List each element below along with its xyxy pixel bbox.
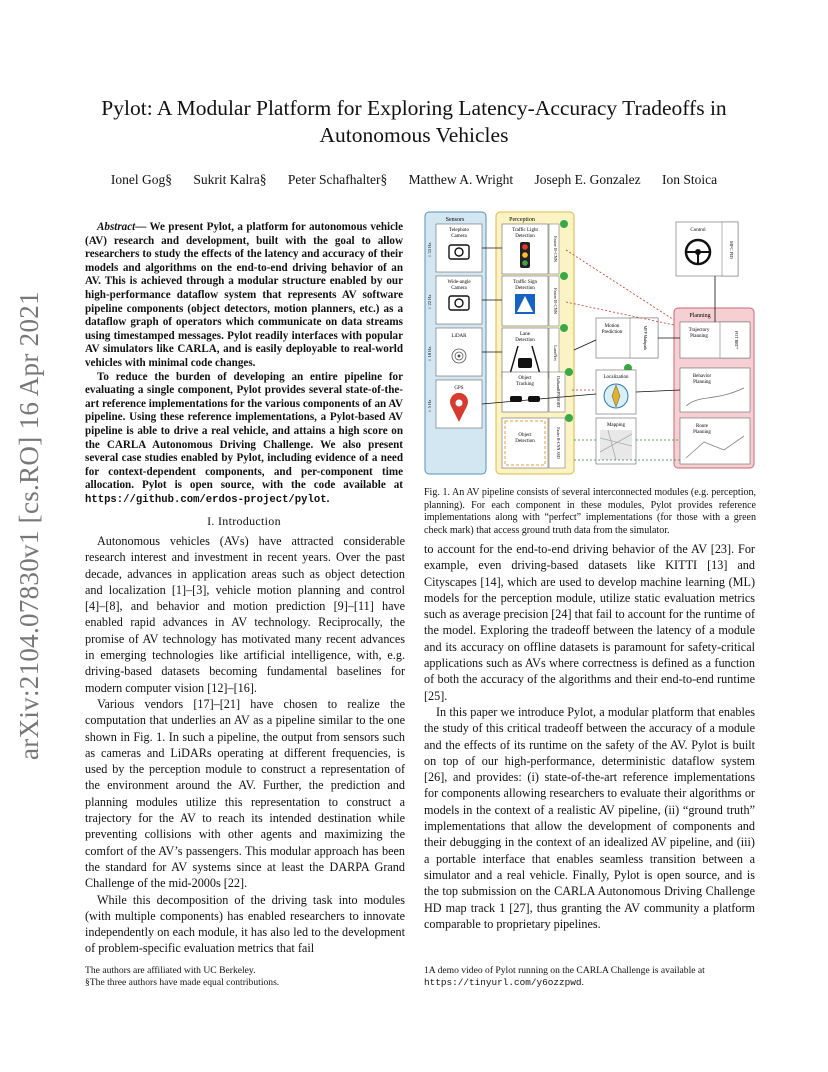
svg-text:Traffic Sign: Traffic Sign bbox=[512, 280, 538, 285]
figure-pipeline-diagram bbox=[424, 210, 756, 478]
svg-text:Route: Route bbox=[696, 424, 708, 429]
footnote-equal-contribution: §The three authors have made equal contributions. bbox=[85, 977, 280, 988]
svg-text:MFP Multipath: MFP Multipath bbox=[643, 325, 648, 351]
svg-text:Behavior: Behavior bbox=[692, 374, 712, 379]
svg-text:○ 5 Hz: ○ 5 Hz bbox=[427, 399, 432, 413]
svg-text:Faster R-CNN: Faster R-CNN bbox=[553, 235, 558, 263]
perception-tracking bbox=[502, 372, 565, 412]
svg-text:Detection: Detection bbox=[515, 338, 535, 343]
svg-text:Planning: Planning bbox=[693, 430, 711, 435]
author: Joseph E. Gonzalez bbox=[534, 172, 641, 187]
code-link[interactable]: https://github.com/erdos-project/pylot bbox=[85, 493, 327, 506]
svg-text:○ 33 Hz: ○ 33 Hz bbox=[427, 242, 432, 258]
footnote-affiliation: The authors are affiliated with UC Berkeley. bbox=[85, 965, 256, 976]
abstract bbox=[85, 221, 403, 507]
svg-text:MPC PID: MPC PID bbox=[729, 241, 734, 259]
svg-text:Detection: Detection bbox=[515, 286, 535, 291]
svg-text:Tracking: Tracking bbox=[516, 382, 534, 387]
paragraph: to account for the end-to-end driving behavior of the AV [23]. For example, even driving-based datasets like KITTI [13] and Cityscapes [14], which are used to develop machine learning (ML) models for the perception module, utilize static evaluation metrics such as average precision [24] that fail to account for the runtime of the model. Exploring the tradeoff between the latency of a module and its accuracy on offline datasets is paramount for safety-critical applications such as AVs where correctness is defined as a function of both the accuracy of the algorithms and their end-to-end runtime [25]. bbox=[424, 542, 755, 703]
figure-caption: Fig. 1. An AV pipeline consists of several interconnected modules (e.g. perception, planning). For each component in these modules, Pylot provides reference implementations along with “perfect” implementations (for those with a green check mark) that access ground truth data from the simulator. bbox=[424, 487, 756, 536]
svg-text:LaneNet: LaneNet bbox=[553, 345, 558, 361]
perception-traffic-light bbox=[502, 224, 559, 274]
localization-box bbox=[596, 370, 636, 414]
paragraph: Various vendors [17]–[21] have chosen to realize the computation that underlies an AV as a pipeline similar to the one shown in Fig. 1. In such a pipeline, the output from sensors such as cameras and LiDARs operating at different frequencies, is used by the perception module to construct a representation of the environment around the AV. Further, the prediction and planning modules utilize this representation to construct a trajectory for the AV to reach its intended destination while preventing collisions with other agents and maximizing the comfort of the AV’s passengers. This modular approach has been the standard for AV systems since at least the DARPA Grand Challenge of the mid-2000s [22]. bbox=[85, 696, 405, 891]
svg-text:Lane: Lane bbox=[520, 332, 530, 337]
svg-text:LiDAR: LiDAR bbox=[451, 334, 467, 339]
svg-text:○ 22 Hz: ○ 22 Hz bbox=[427, 294, 432, 310]
paragraph: While this decomposition of the driving task into modules (with multiple components) has enabled researchers to innovate independently on each module, it has also led to the development of problem-specific evaluation metrics that fail bbox=[85, 892, 405, 956]
svg-text:GPS: GPS bbox=[454, 386, 464, 391]
svg-text:Faster R-CNN: Faster R-CNN bbox=[553, 287, 558, 315]
svg-text:Detection: Detection bbox=[515, 439, 535, 444]
control-box bbox=[676, 222, 738, 276]
left-column-body bbox=[85, 533, 405, 957]
motion-prediction-box bbox=[596, 318, 658, 358]
svg-text:Localization: Localization bbox=[603, 375, 629, 380]
svg-text:Object: Object bbox=[518, 376, 532, 381]
svg-text:Traffic Light: Traffic Light bbox=[512, 228, 538, 233]
perception-lane bbox=[502, 328, 559, 378]
perception-traffic-sign bbox=[502, 276, 559, 326]
author: Ionel Gog§ bbox=[110, 172, 172, 187]
sensors-title: Sensors bbox=[445, 217, 465, 223]
title-line-1: Pylot: A Modular Platform for Exploring Latency-Accuracy Tradeoffs in bbox=[101, 96, 727, 120]
abstract-p2: To reduce the burden of developing an entire pipeline for evaluating a single component, Pylot provides several state-of-the-art reference implementations for the various components of an AV pipeline. Using these reference implementations, a Pylot-based AV pipeline is able to drive a real vehicle, and attains a high score on the CARLA Autonomous Driving Challenge. We also present several case studies enabled by Pylot, including evidence of a need for context-dependent components, and per-component time allocation. Pylot is open source, with the code available at bbox=[85, 370, 403, 492]
svg-text:Camera: Camera bbox=[451, 286, 467, 291]
svg-text:Planning: Planning bbox=[693, 380, 711, 385]
author: Ion Stoica bbox=[662, 172, 718, 187]
trajectory-planning-box bbox=[680, 322, 750, 358]
abstract-p1: — We present Pylot, a platform for autonomous vehicle (AV) research and development, built with the goal to allow researchers to study the effects of the latency and accuracy of their models and algorithms on the end-to-end driving behavior of an AV. This is achieved through a modular structure enabled by our high-performance dataflow system that represents AV software pipeline components (object detectors, motion planners, etc.) as a dataflow graph of operators which communicate on data streams using timestamped messages. Pylot readily interfaces with popular AV simulators like CARLA, and is easily deployable to real-world vehicles with minimal code changes. bbox=[85, 221, 403, 369]
svg-text:○ 10 Hz: ○ 10 Hz bbox=[427, 346, 432, 362]
footnote-demo-text: 1A demo video of Pylot running on the CARLA Challenge is available at bbox=[424, 965, 705, 976]
svg-text:FOT RRT*: FOT RRT* bbox=[734, 330, 739, 350]
mapping-box bbox=[596, 418, 636, 464]
perception-title: Perception bbox=[509, 217, 535, 223]
section-heading: I. Introduction bbox=[207, 514, 281, 528]
arxiv-stamp: arXiv:2104.07830v1 [cs.RO] 16 Apr 2021 bbox=[14, 291, 44, 760]
abstract-end: . bbox=[326, 492, 330, 505]
author: Peter Schafhalter§ bbox=[287, 172, 388, 187]
svg-text:Trajectory: Trajectory bbox=[688, 328, 710, 333]
author: Matthew A. Wright bbox=[408, 172, 514, 187]
perception-object-detection bbox=[502, 418, 565, 468]
right-column-body bbox=[424, 541, 755, 932]
svg-text:DaSiamRPN SORT: DaSiamRPN SORT bbox=[556, 376, 561, 408]
paragraph: In this paper we introduce Pylot, a modular platform that enables the study of this critical tradeoff between the accuracy of a module and the effects of its runtime on the safety of the AV. Pylot is built on top of our high-performance, deterministic dataflow system [26], and provides: (i) state-of-the-art reference implementations for components allowing researchers to evaluate their algorithms or models in the context of a realistic AV pipeline, (ii) “ground truth” implementations that allow the development of components and their debugging in the context of an idealized AV pipeline, and (iii) a portable interface that enables seamless transition between a simulator and a real vehicle. Finally, Pylot is open source, and is the top submission on the CARLA Autonomous Driving Challenge HD map track 1 [27], thus granting the AV community a platform comparable to proprietary pipelines. bbox=[424, 704, 755, 931]
paragraph: Autonomous vehicles (AVs) have attracted considerable research interest and investment in recent years. Over the past decade, advances in application areas such as object detection and localization [1]–[3], vehicle motion planning and control [4]–[8], and behavior and motion prediction [9]–[11] have enabled rapid advances in AV technology. Reciprocally, the promise of AV technology has motivated many recent advances in emerging technologies like artificial intelligence, with, e.g. driving-based datasets becoming fundamental baselines for modern computer vision [12]–[16]. bbox=[85, 534, 405, 695]
author-list bbox=[0, 172, 828, 188]
svg-text:Detection: Detection bbox=[515, 234, 535, 239]
svg-text:Planning: Planning bbox=[690, 334, 708, 339]
svg-text:Telephoto: Telephoto bbox=[449, 228, 469, 233]
footnotes-left bbox=[85, 965, 405, 989]
paper-title bbox=[0, 95, 828, 149]
demo-link[interactable]: https://tinyurl.com/y6ozzpwd bbox=[424, 977, 582, 988]
route-planning-box bbox=[680, 418, 750, 464]
svg-text:Motion: Motion bbox=[604, 324, 620, 329]
svg-text:Control: Control bbox=[690, 228, 706, 233]
svg-text:Mapping: Mapping bbox=[606, 423, 626, 428]
footnote-demo: 1A demo video of Pylot running on the CARLA Challenge is available at https://tinyurl.com/y6ozzpwd. bbox=[424, 965, 705, 988]
title-line-2: Autonomous Vehicles bbox=[319, 123, 509, 147]
behavior-planning-box bbox=[680, 368, 750, 412]
author: Sukrit Kalra§ bbox=[193, 172, 267, 187]
svg-text:Camera: Camera bbox=[451, 234, 467, 239]
svg-text:Prediction: Prediction bbox=[601, 330, 623, 335]
svg-text:Wide-angle: Wide-angle bbox=[447, 280, 471, 285]
svg-text:Faster R-CNN SSD: Faster R-CNN SSD bbox=[556, 427, 561, 459]
abstract-label: Abstract bbox=[97, 221, 136, 233]
planning-title: Planning bbox=[689, 313, 711, 319]
svg-text:Object: Object bbox=[518, 433, 532, 438]
